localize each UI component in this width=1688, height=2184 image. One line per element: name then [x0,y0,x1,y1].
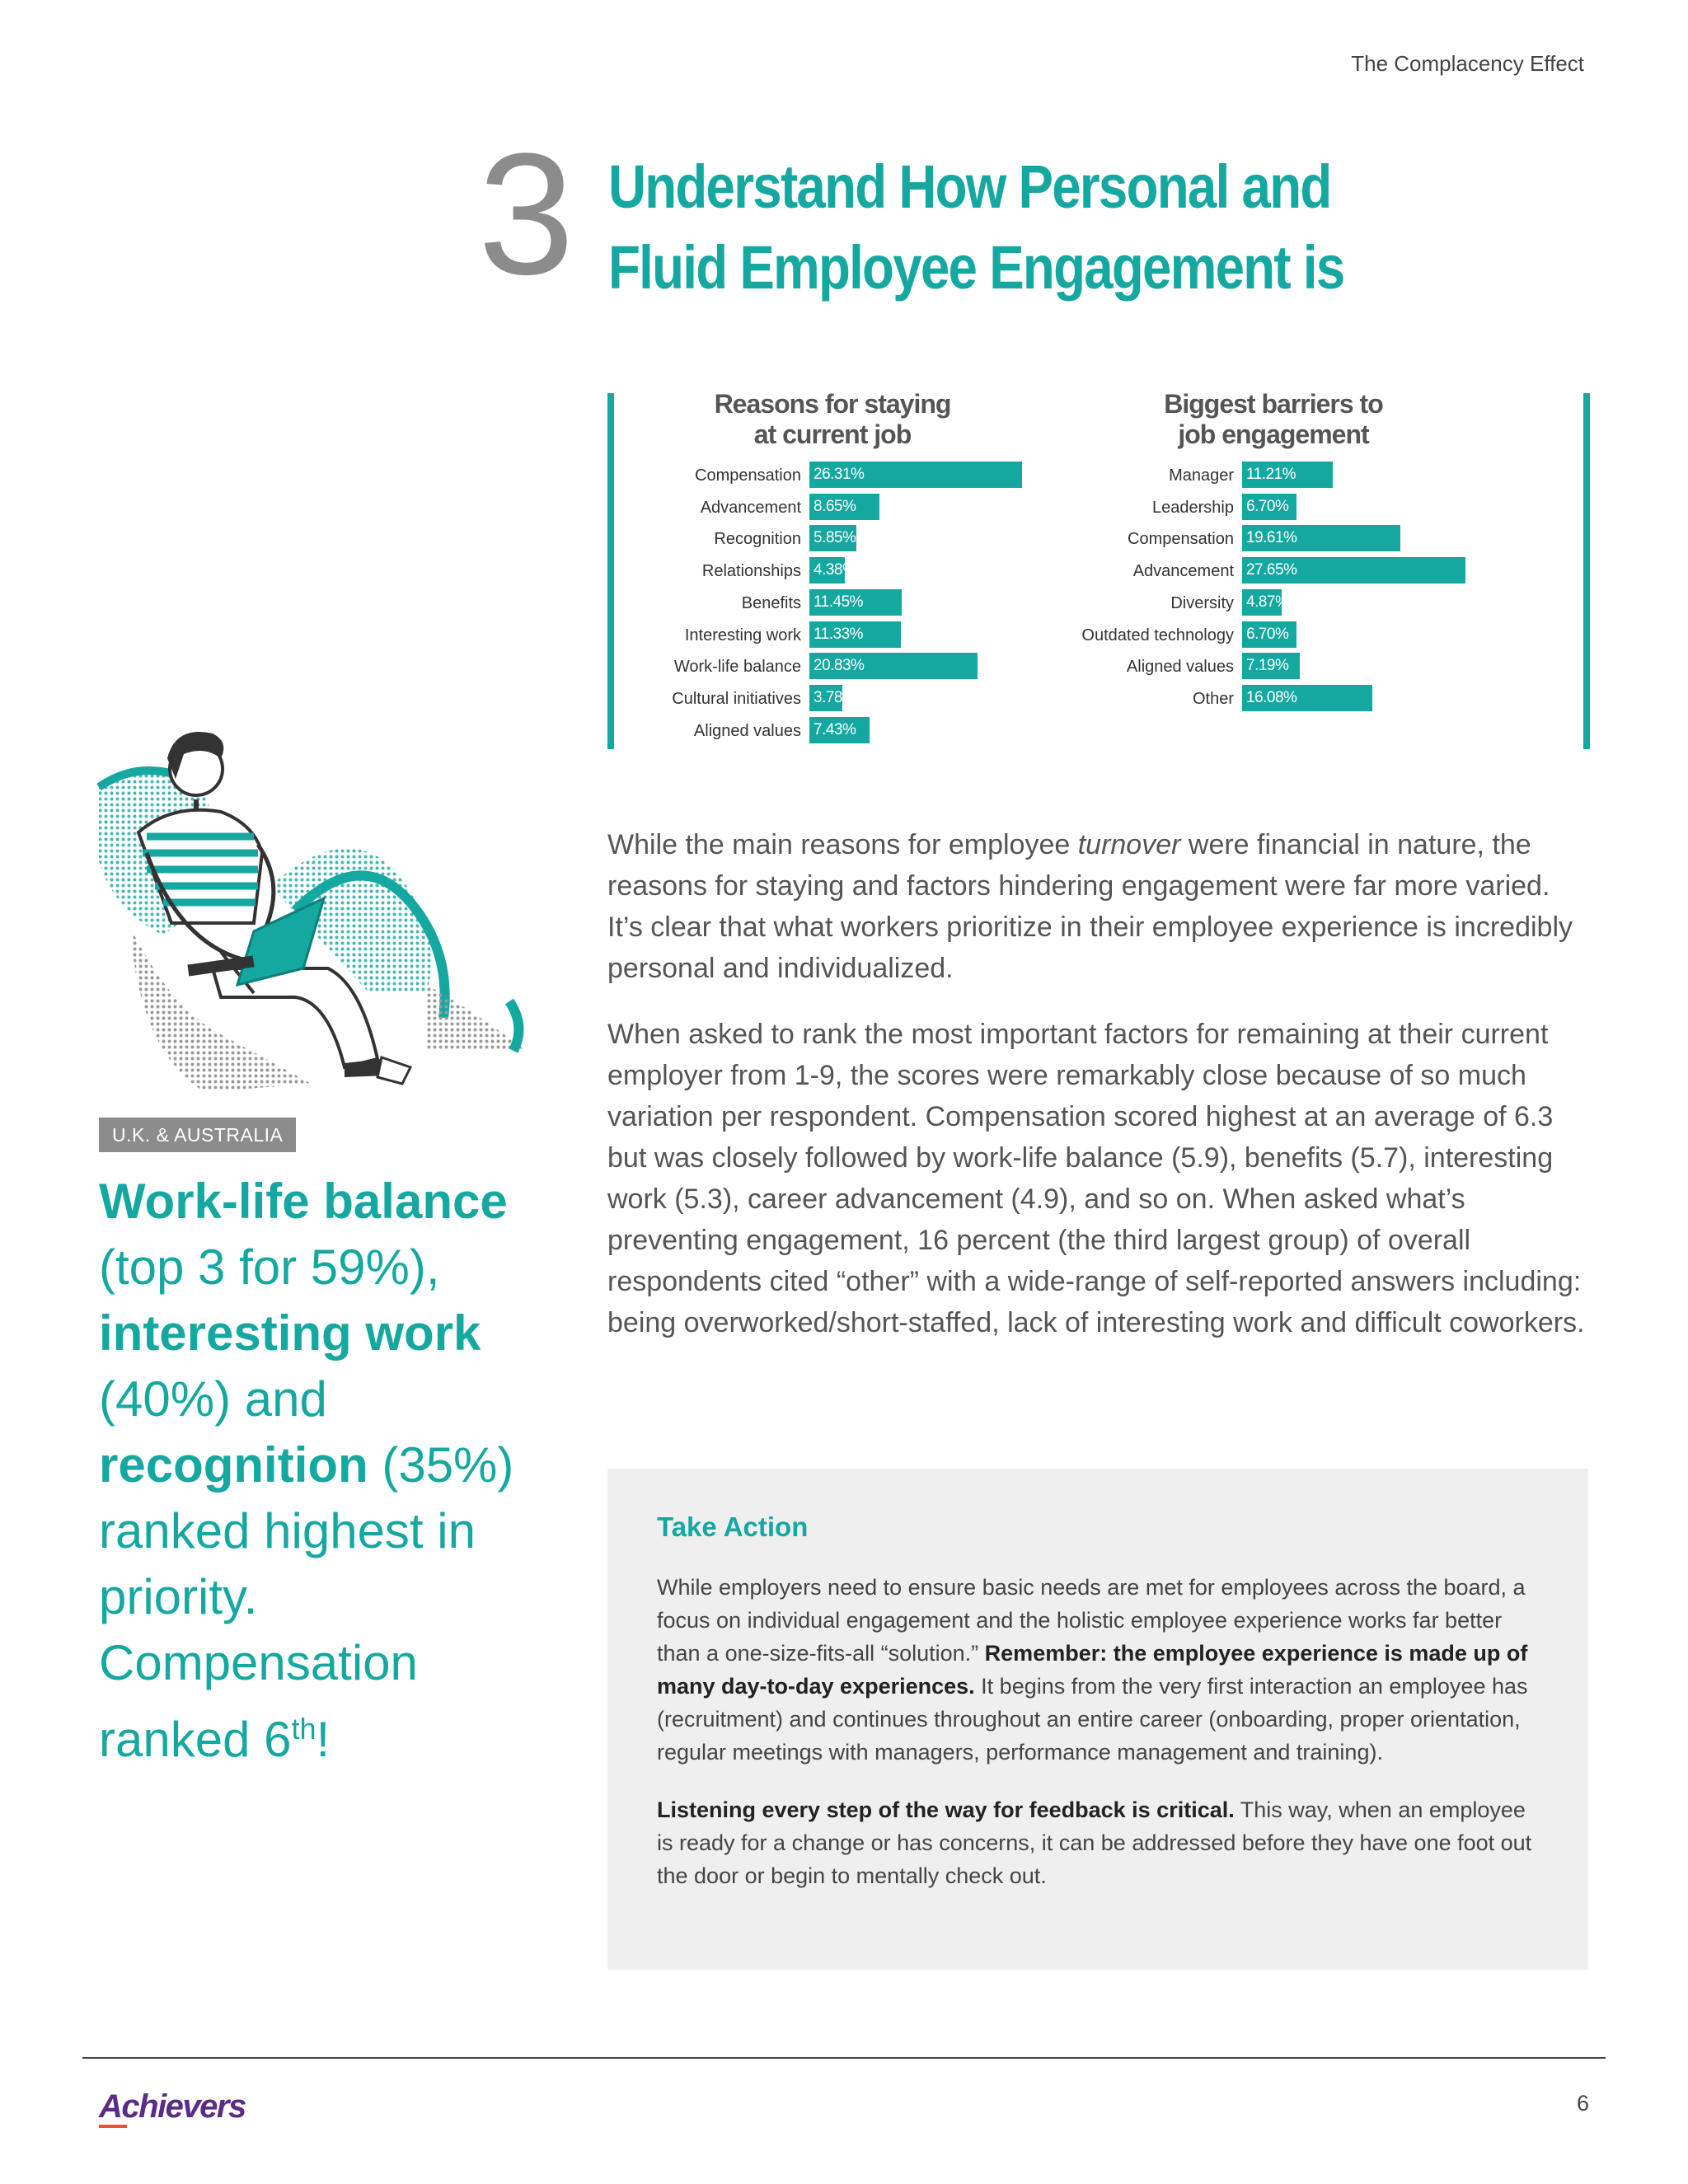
body-paragraph-2: When asked to rank the most important factors for remaining at their current employer from 1-9, the scores were remarkably close because of so much variation per respondent. Compensation scored highest at an average of 6.3 but was closely followed by work-life balance (5.9), benefits (5.7), interesting work (5.3), career advancement (4.9), and so on. When asked what’s preventing engagement, 16 percent (the third largest group) of overall respondents cited “other” with a wide-range of self-reported answers including: being overworked/short-staffed, lack of interesting work and difficult coworkers. [607,1019,1585,1338]
take-action-box [607,1469,1588,1970]
bar-row [626,462,1088,490]
bar-category-label: Advancement [1132,562,1234,581]
bar-category-label: Advancement [700,498,801,517]
bar-value-label: 6.70% [1246,497,1289,515]
logo-accent [99,2125,127,2128]
bar-category-label: Leadership [1152,498,1234,517]
section-title-line-2: Fluid Employee Engagement is [608,233,1344,302]
chart-title-staying-line-1: Reasons for staying [714,389,951,419]
bar-category-label: Benefits [741,593,801,612]
bar-row [626,653,1088,681]
chart-title-barriers [1059,389,1488,450]
bar-category-label: Work-life balance [673,658,801,677]
bar-row [626,557,1088,585]
take-action-paragraph-1 [657,1571,1547,1769]
bar-category-label: Compensation [695,466,801,485]
bar-value-label: 16.08% [1246,688,1297,706]
body-p1-end: were financial in nature, the reasons for staying and factors hindering engagement were far more varied. It’s clear that what workers prioritize in their employee experience is incredibly personal and individualized. [607,829,1573,984]
bar-category-label: Compensation [1128,530,1234,549]
bar-value-label: 20.83% [814,657,865,675]
bar-category-label: Cultural initiatives [672,689,801,708]
chart-left-rule [607,393,614,749]
bar-row [626,621,1088,649]
callout-text-1: (top 3 for 59%), [99,1240,440,1295]
bar-row [1059,621,1521,649]
bar-category-label: Outdated technology [1081,626,1234,644]
bar-category-label: Aligned values [1126,658,1234,677]
take-action-paragraph-2 [657,1793,1547,1892]
section-number: 3 [478,117,571,311]
action-p2-end: This way, when an employee is ready for a change or has concerns, it can be addressed before they have one foot out the door or begin to mentally check out. [657,1797,1532,1888]
action-p1-end: It begins from the very first interaction an employee has (recruitment) and continues throughout an entire career (onboarding, proper orientation, regular meetings with managers, performance management and training). [657,1674,1528,1765]
bar-row [1059,557,1521,585]
bar-row [626,525,1088,553]
achievers-logo: Achievers [99,2088,246,2125]
bar-row [626,494,1088,522]
bar-category-label: Recognition [714,530,801,549]
chart-title-staying-line-2: at current job [753,419,912,449]
bar-value-label: 11.45% [814,593,864,611]
bar-category-label: Diversity [1170,593,1234,612]
bar-row [1059,589,1521,617]
callout-text-2: (40%) and [99,1371,327,1427]
action-p2-bold: Listening every step of the way for feedback is critical. [657,1797,1235,1822]
take-action-text [657,1571,1547,1917]
action-p1-bold: Remember: the employee experience is made up of many day-to-day experiences. [657,1641,1528,1699]
callout-ordinal-suffix: th [291,1712,316,1746]
chart-title-staying [626,389,1039,450]
region-badge: U.K. & AUSTRALIA [99,1118,296,1152]
bar-row [626,589,1088,617]
bar-row [626,717,1088,745]
bar-value-label: 4.38% [814,561,856,579]
bar-category-label: Interesting work [684,626,801,644]
chart-title-barriers-line-1: Biggest barriers to [1164,389,1383,419]
bar-value-label: 3.78% [814,688,856,706]
callout-text-3: (35%) ranked highest in priority. Compensation ranked 6 [99,1437,514,1767]
bar-row [1059,462,1521,490]
bar-category-label: Other [1192,689,1234,708]
document-title: The Complacency Effect [1351,51,1584,76]
bar-value-label: 19.61% [1246,529,1297,547]
body-text [607,824,1588,1368]
bar-value-label: 5.85% [814,529,856,547]
bar-value-label: 7.19% [1246,657,1289,675]
callout-highlight-recognition: recognition [99,1437,368,1493]
man-with-laptop-illustration [97,721,534,1100]
bar-row [1059,494,1521,522]
body-p1-start: While the main reasons for employee [607,829,1078,860]
bar-value-label: 11.33% [814,625,864,643]
bar-value-label: 27.65% [1246,561,1297,579]
bar-row [626,685,1088,713]
bar-category-label: Manager [1169,466,1234,485]
bar-value-label: 26.31% [814,466,865,483]
take-action-title: Take Action [657,1511,809,1542]
section-title-line-1: Understand How Personal and [608,152,1331,221]
action-p1-start: While employers need to ensure basic needs are met for employees across the board, a focus on individual engagement and the holistic employee experience works far better than a one-size-fits-all “solution.” [657,1575,1526,1666]
chart-title-barriers-line-2: job engagement [1178,419,1369,449]
key-stat-callout [99,1169,560,1773]
page-number: 6 [1576,2091,1589,2116]
bar-row [1059,685,1521,713]
body-p1-emphasis: turnover [1077,829,1181,860]
bar-value-label: 6.70% [1246,625,1289,643]
bar-row [1059,653,1521,681]
footer-divider [82,2057,1606,2059]
bar-category-label: Relationships [701,562,801,581]
bar-value-label: 7.43% [814,720,856,738]
bar-row [1059,525,1521,553]
chart-right-rule [1583,393,1590,749]
bar-value-label: 11.21% [1246,466,1296,483]
callout-highlight-work-life: Work-life balance [99,1174,508,1229]
section-title [608,147,1423,308]
bar-value-label: 4.87% [1246,593,1289,611]
bar-value-label: 8.65% [814,497,856,515]
callout-highlight-interesting-work: interesting work [99,1305,481,1361]
body-paragraph-1 [607,824,1588,989]
callout-text-end: ! [316,1712,331,1767]
bar-category-label: Aligned values [693,721,801,740]
